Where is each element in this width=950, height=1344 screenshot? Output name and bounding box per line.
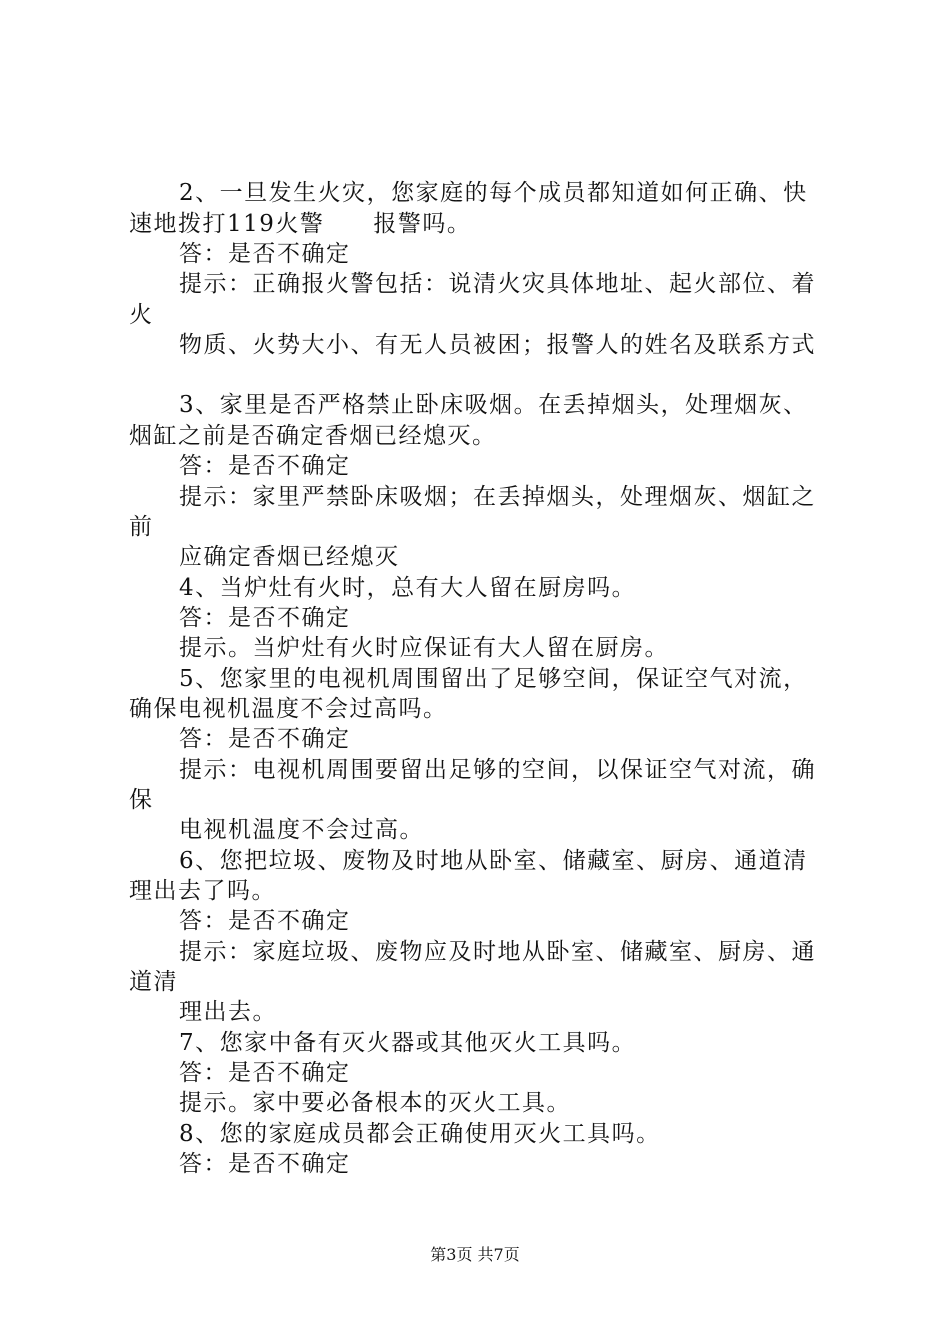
- text-line: 提示：正确报火警包括：说清火灾具体地址、起火部位、着: [179, 271, 816, 297]
- text-line: 答：是否不确定: [179, 1151, 351, 1177]
- text-line: 4、当炉灶有火时，总有大人留在厨房吗。: [179, 575, 637, 601]
- text-line: 烟缸之前是否确定香烟已经熄灭。: [129, 423, 497, 449]
- text-line: 速地拨打119火警 报警吗。: [129, 211, 472, 237]
- text-line: 道清: [129, 969, 178, 995]
- text-line: 提示：家庭垃圾、废物应及时地从卧室、储藏室、厨房、通: [179, 939, 816, 965]
- text-line: 答：是否不确定: [179, 908, 351, 934]
- text-line: 物质、火势大小、有无人员被困；报警人的姓名及联系方式: [179, 332, 816, 358]
- text-line: 保: [129, 787, 154, 813]
- text-line: 理出去了吗。: [129, 878, 276, 904]
- text-line: 6、您把垃圾、废物及时地从卧室、储藏室、厨房、通道清: [179, 848, 808, 874]
- text-line: 答：是否不确定: [179, 241, 351, 267]
- text-line: 答：是否不确定: [179, 726, 351, 752]
- text-line: 电视机温度不会过高。: [179, 817, 424, 843]
- text-line: 答：是否不确定: [179, 1060, 351, 1086]
- text-line: 提示：电视机周围要留出足够的空间，以保证空气对流，确: [179, 757, 816, 783]
- text-line: 答：是否不确定: [179, 605, 351, 631]
- text-line: 提示：家里严禁卧床吸烟；在丢掉烟头，处理烟灰、烟缸之: [179, 484, 816, 510]
- text-line: 7、您家中备有灭火器或其他灭火工具吗。: [179, 1030, 637, 1056]
- text-line: 5、您家里的电视机周围留出了足够空间，保证空气对流，: [179, 666, 808, 692]
- text-line: 答：是否不确定: [179, 453, 351, 479]
- text-line: 3、家里是否严格禁止卧床吸烟。在丢掉烟头，处理烟灰、: [179, 392, 808, 418]
- text-line: 应确定香烟已经熄灭: [179, 544, 400, 570]
- text-line: 8、您的家庭成员都会正确使用灭火工具吗。: [179, 1121, 661, 1147]
- text-line: 提示。当炉灶有火时应保证有大人留在厨房。: [179, 635, 669, 661]
- text-line: 2、一旦发生火灾，您家庭的每个成员都知道如何正确、快: [179, 180, 808, 206]
- text-line: 提示。家中要必备根本的灭火工具。: [179, 1090, 571, 1116]
- text-line: 火: [129, 302, 154, 328]
- text-line: 确保电视机温度不会过高吗。: [129, 696, 448, 722]
- text-line: 前: [129, 514, 154, 540]
- page-footer: 第3页 共7页: [430, 1245, 520, 1264]
- text-line: 理出去。: [179, 999, 277, 1025]
